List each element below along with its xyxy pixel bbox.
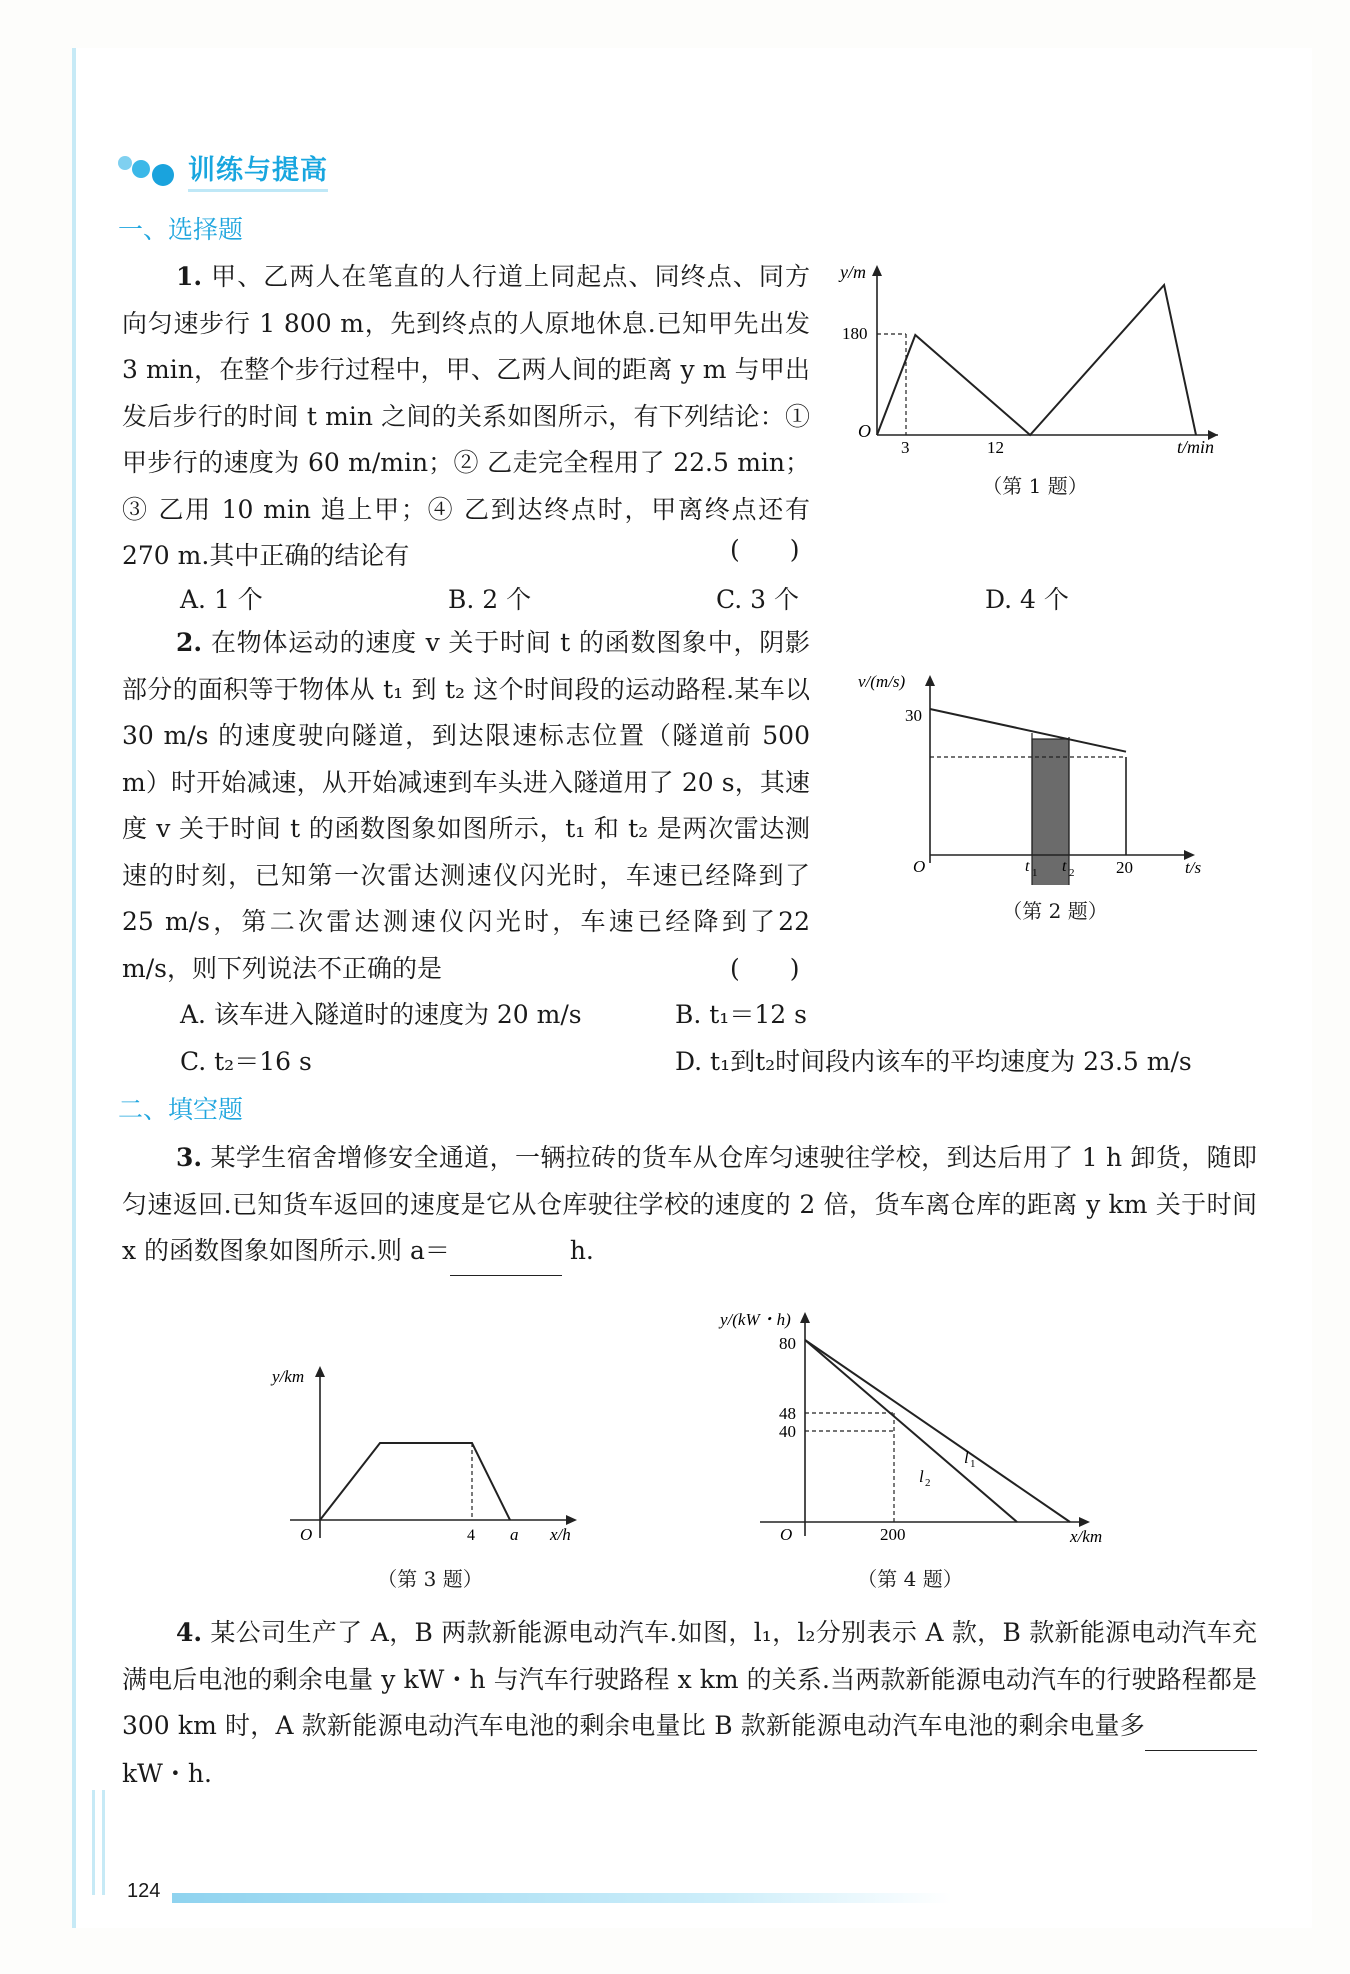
f4-label-l2-sub: 2 [925,1477,931,1489]
section-fill-title: 二、填空题 [118,1095,244,1124]
f4-x-arrow [1079,1517,1090,1527]
figure-1-caption: （第 1 题） [982,474,1088,498]
f3-origin: O [300,1525,313,1544]
header-title: 训练与提高 [188,148,328,192]
f3-tick-a: a [510,1525,519,1544]
f1-origin: O [858,421,871,441]
q1-option-b: B. 2 个 [448,585,532,614]
question-1-paren: ( ) [730,535,800,564]
f2-y-arrow [925,675,935,686]
q2-option-d: D. t₁到t₂时间段内该车的平均速度为 23.5 m/s [675,1047,1192,1076]
f4-tick-200: 200 [880,1525,906,1544]
f3-y-arrow [315,1366,325,1377]
question-3-number: 3. [176,1143,203,1172]
figure-4-caption: （第 4 题） [857,1567,963,1591]
question-1-number: 1. [176,262,203,291]
f3-ylabel: y/km [272,1367,305,1386]
dots-icon [118,150,188,190]
q2-option-b: B. t₁＝12 s [675,1000,807,1029]
f2-origin: O [913,857,926,876]
f3-series-line [320,1443,510,1520]
question-1-body: 甲、乙两人在笔直的人行道上同起点、同终点、同方向匀速步行 1 800 m，先到终点的人原地休息.已知甲先出发 3 min，在整个步行过程中，甲、乙两人间的距离 y m 与甲出发后步行的时间 t min 之间的关系如图所示，有下列结论：① 甲步行的速度为 60 m/min；② 乙走完全程用了 22.5 min；③ 乙用 10 min 追上甲；④ 乙到达终点时，甲离终点还有 270 m.其中正确的结论有 [122,262,810,570]
f4-label-l1: l [964,1448,969,1467]
question-1-text [122,254,810,580]
f1-ylabel: y/m [840,262,866,282]
f1-tick-180: 180 [842,324,868,343]
question-2-text [122,620,810,992]
footer-bar [172,1893,952,1903]
f2-tick-t2: t [1062,858,1067,875]
f2-series-line [930,709,1126,752]
q2-option-a: A. 该车进入隧道时的速度为 20 m/s [180,1000,582,1029]
f1-tick-3: 3 [901,438,910,455]
question-4-number: 4. [176,1618,203,1647]
q1-option-d: D. 4 个 [985,585,1069,614]
question-3-blank[interactable] [450,1228,562,1276]
section-choice-title: 一、选择题 [118,215,244,244]
f1-xlabel: t/min [1177,437,1215,455]
f3-xlabel: x/h [550,1525,571,1544]
question-3-body: 某学生宿舍增修安全通道，一辆拉砖的货车从仓库匀速驶往学校，到达后用了 1 h 卸货，随即匀速返回.已知货车返回的速度是它从仓库驶往学校的速度的 2 倍，货车离仓库的距离 y km 关于时间 x 的函数图象如图所示.则 a＝ [122,1143,1257,1265]
f2-tick-30: 30 [905,706,922,725]
f4-xlabel: x/km [1070,1527,1103,1546]
figure-4 [700,1300,1120,1555]
figure-2 [850,665,1230,885]
section-header [118,150,328,190]
f3-tick-4: 4 [467,1527,475,1544]
q2-option-c: C. t₂＝16 s [180,1047,312,1076]
figure-1 [830,255,1230,455]
f2-tick-t2-sub: 2 [1069,867,1075,879]
f1-y-arrow [872,265,882,276]
page-left-rule [72,48,76,1928]
f2-ylabel: v/(m/s) [858,672,906,691]
question-2-paren: ( ) [730,954,800,983]
q1-option-c: C. 3 个 [716,585,799,614]
question-4-text [122,1610,1257,1797]
f4-label-l2: l [919,1467,924,1486]
figure-3 [270,1360,590,1550]
f4-series-l1 [805,1340,1070,1522]
margin-stripe [102,1790,105,1895]
figure-3-caption: （第 3 题） [377,1567,483,1591]
f4-tick-80: 80 [779,1334,796,1353]
f4-y-arrow [800,1312,810,1323]
question-4-body: 某公司生产了 A，B 两款新能源电动汽车.如图，l₁，l₂分别表示 A 款，B 款新能源电动汽车充满电后电池的剩余电量 y kW・h 与汽车行驶路程 x km 的关系.当两款新能源电动汽车的行驶路程都是 300 km 时，A 款新能源电动汽车电池的剩余电量比 B 款新能源电动汽车电池的剩余电量多 [122,1618,1257,1740]
f4-tick-40: 40 [779,1422,796,1441]
page-number: 124 [127,1880,161,1902]
question-4-blank[interactable] [1145,1703,1257,1751]
f2-tick-t1-sub: 1 [1032,867,1038,879]
f2-tick-t1: t [1025,858,1030,875]
figure-2-caption: （第 2 题） [1002,899,1108,923]
question-2-body: 在物体运动的速度 v 关于时间 t 的函数图象中，阴影部分的面积等于物体从 t₁ 到 t₂ 这个时间段的运动路程.某车以 30 m/s 的速度驶向隧道，到达限速标志位置（隧道前 500 m）时开始减速，从开始减速到车头进入隧道用了 20 s，其速度 v 关于时间 t 的函数图象如图所示，t₁ 和 t₂ 是两次雷达测速的时刻，已知第一次雷达测速仪闪光时，车速已经降到了 25 m/s，第二次雷达测速仪闪光时，车速已经降到了22 m/s，则下列说法不正确的是 [122,628,810,983]
f4-label-l1-sub: 1 [970,1458,976,1470]
question-4-tail: kW・h. [122,1758,212,1788]
f2-tick-20: 20 [1116,858,1133,877]
f2-xlabel: t/s [1185,858,1202,877]
q1-option-a: A. 1 个 [180,585,263,614]
margin-stripe [92,1790,95,1895]
question-3-text [122,1135,1257,1276]
f4-tick-48: 48 [779,1404,796,1423]
f3-x-arrow [566,1515,577,1525]
f1-tick-12: 12 [987,438,1004,455]
f4-ylabel: y/(kW・h) [720,1310,791,1329]
f1-series-line [877,285,1196,435]
question-2-number: 2. [176,628,203,657]
question-3-tail: h. [569,1236,594,1265]
f4-origin: O [780,1525,793,1544]
